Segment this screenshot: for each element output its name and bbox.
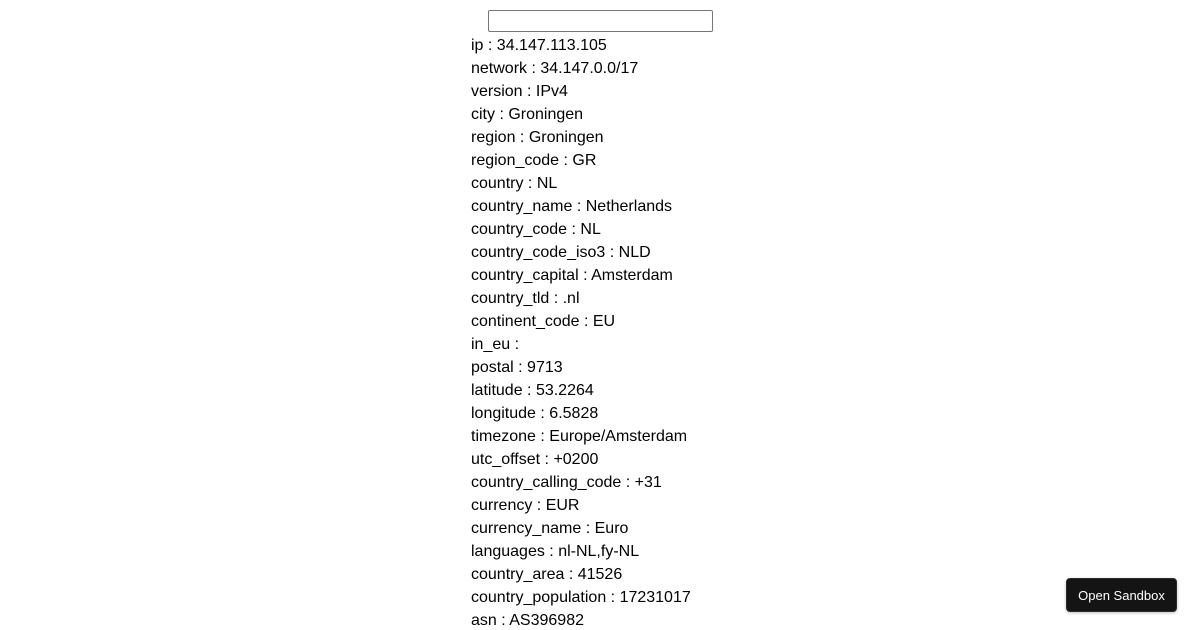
info-separator: : [532, 497, 546, 514]
info-value: nl-NL,fy-NL [558, 543, 640, 560]
info-separator: : [523, 175, 537, 192]
info-value: 17231017 [619, 589, 691, 606]
info-separator: : [559, 152, 573, 169]
ip-info-list [471, 34, 691, 630]
info-separator: : [535, 405, 550, 422]
info-key: region_code [471, 152, 560, 169]
info-value: 9713 [527, 359, 563, 376]
info-key: postal [471, 359, 514, 376]
info-value: +31 [634, 474, 662, 491]
info-separator: : [513, 359, 528, 376]
info-value: GR [572, 152, 597, 169]
info-separator: : [522, 382, 536, 399]
info-key: asn [471, 612, 497, 629]
info-separator: : [605, 244, 619, 261]
ip-search-input[interactable] [488, 10, 713, 32]
info-separator: : [527, 60, 541, 77]
info-separator: : [495, 106, 509, 123]
info-key: in_eu [471, 336, 511, 353]
info-value: 34.147.113.105 [496, 37, 607, 54]
info-row-region [471, 126, 691, 149]
info-key: country [471, 175, 524, 192]
info-value: .nl [562, 290, 580, 307]
info-separator: : [515, 129, 529, 146]
info-row-country-capital [471, 264, 691, 287]
info-value: EU [592, 313, 616, 330]
info-separator: : [581, 520, 595, 537]
info-separator: : [579, 313, 593, 330]
info-key: country_name [471, 198, 573, 215]
info-row-country-tld [471, 287, 691, 310]
info-row-longitude [471, 402, 691, 425]
info-row-country-code-iso3 [471, 241, 691, 264]
info-value: 6.5828 [549, 405, 599, 422]
info-separator: : [567, 221, 581, 238]
info-value: Europe/Amsterdam [549, 428, 688, 445]
info-key: country_area [471, 566, 565, 583]
info-key: network [471, 60, 528, 77]
info-value: AS396982 [509, 612, 584, 629]
info-separator: : [510, 336, 524, 353]
info-key: currency_name [471, 520, 582, 537]
info-key: region [471, 129, 516, 146]
info-row-postal [471, 356, 691, 379]
info-separator: : [578, 267, 592, 284]
info-row-country [471, 172, 691, 195]
info-separator: : [522, 83, 536, 100]
info-value: NL [536, 175, 558, 192]
info-key: latitude [471, 382, 523, 399]
info-value: NL [580, 221, 601, 238]
info-key: country_capital [471, 267, 579, 284]
info-row-continent-code [471, 310, 691, 333]
open-sandbox-button[interactable]: Open Sandbox [1066, 578, 1177, 612]
info-value: EUR [545, 497, 580, 514]
info-key: timezone [471, 428, 536, 445]
info-row-ip [471, 34, 691, 57]
info-value: IPv4 [535, 83, 568, 100]
info-separator: : [564, 566, 578, 583]
info-value: 53.2264 [535, 382, 594, 399]
info-row-in-eu [471, 333, 691, 356]
info-key: country_tld [471, 290, 550, 307]
info-separator: : [621, 474, 635, 491]
info-row-country-calling-code [471, 471, 691, 494]
info-row-latitude [471, 379, 691, 402]
info-key: version [471, 83, 523, 100]
info-value: Netherlands [585, 198, 673, 215]
info-separator: : [496, 612, 510, 629]
info-separator: : [544, 543, 559, 560]
info-row-currency-name [471, 517, 691, 540]
info-separator: : [535, 428, 550, 445]
info-value: Euro [594, 520, 629, 537]
info-value: Groningen [508, 106, 584, 123]
info-key: languages [471, 543, 545, 560]
info-row-country-area [471, 563, 691, 586]
info-row-version [471, 80, 691, 103]
info-row-country-code [471, 218, 691, 241]
info-key: country_code [471, 221, 568, 238]
info-value: Groningen [528, 129, 604, 146]
info-separator: : [606, 589, 620, 606]
info-value: 41526 [577, 566, 623, 583]
info-value: NLD [618, 244, 651, 261]
info-row-timezone [471, 425, 691, 448]
info-value: 34.147.0.0/17 [540, 60, 639, 77]
info-key: currency [471, 497, 533, 514]
info-row-country-population [471, 586, 691, 609]
info-key: ip [471, 37, 484, 54]
info-value: +0200 [553, 451, 599, 468]
info-row-asn [471, 609, 691, 630]
info-value: Amsterdam [591, 267, 673, 284]
info-row-city [471, 103, 691, 126]
info-key: country_code_iso3 [471, 244, 606, 261]
info-row-utc-offset [471, 448, 691, 471]
info-key: country_calling_code [471, 474, 622, 491]
info-row-region-code [471, 149, 691, 172]
info-separator: : [572, 198, 586, 215]
info-row-languages [471, 540, 691, 563]
info-row-network [471, 57, 691, 80]
info-separator: : [549, 290, 563, 307]
info-key: city [471, 106, 495, 123]
info-key: utc_offset [471, 451, 541, 468]
info-separator: : [540, 451, 554, 468]
info-row-currency [471, 494, 691, 517]
info-separator: : [483, 37, 497, 54]
info-key: longitude [471, 405, 536, 422]
info-key: continent_code [471, 313, 580, 330]
info-key: country_population [471, 589, 607, 606]
info-row-country-name [471, 195, 691, 218]
